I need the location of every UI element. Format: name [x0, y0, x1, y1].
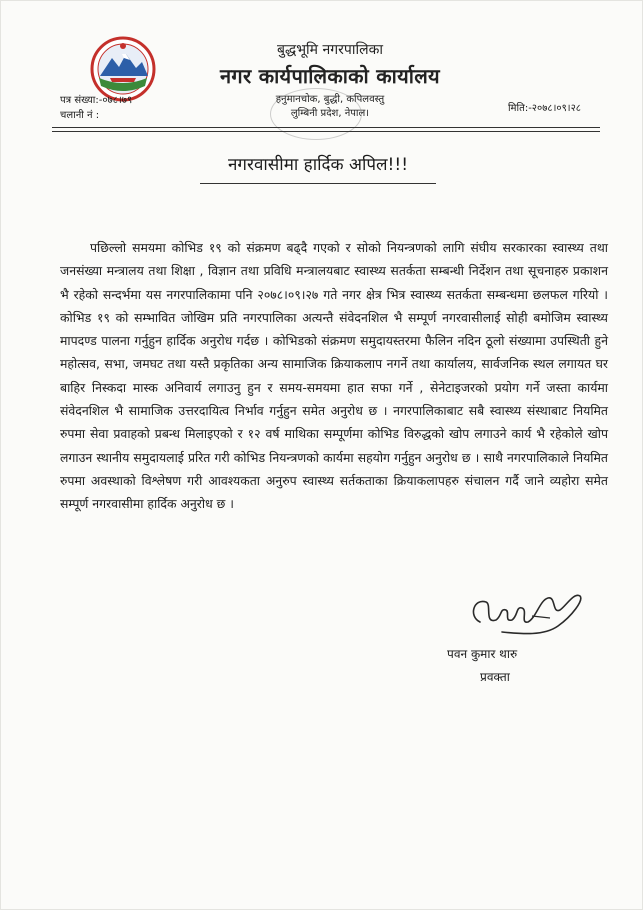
header-divider-thin	[52, 131, 600, 132]
header-divider	[52, 127, 600, 128]
heading-underline	[200, 183, 436, 184]
reference-number: पत्र संख्या:-०७८।७९	[60, 95, 133, 106]
signer-title: प्रवक्ता	[480, 670, 510, 684]
office-name: नगर कार्यपालिकाको कार्यालय	[220, 64, 440, 88]
handwritten-signature-icon	[462, 586, 592, 642]
municipality-name: बुद्धभूमि नगरपालिका	[277, 42, 383, 58]
dispatch-number: चलानी नं :	[60, 110, 100, 121]
letter-body: पछिल्लो समयमा कोभिड १९ को संक्रमण बढ्दै गएको र सोको नियन्त्रणको लागि संघीय सरकारका स्वास्थ्य तथा जनसंख्या मन्त्रालय तथा शिक्षा , विज्ञान तथा प्रविधि मन्त्रालयबाट स्वास्थ्य सतर्कता सम्बन्धी निर्देशन तथा सूचनाहरु प्रकाशन भै रहेको सन्दर्भमा यस नगरपालिकामा पनि २०७८।०९।२७ गते नगर क्षेत्र भित्र स्वास्थ्य सतर्कता सम्बन्धमा छलफल गरियो । कोभिड १९ को सम्भावित जोखिम प्रति नगरपालिका अत्यन्तै संवेदनशिल भै सम्पूर्ण नगरवासीलाई सोही बमोजिम स्वास्थ्य मापदण्ड पालना गर्नुहुन हार्दिक अनुरोध गर्दछ । कोभिडको संक्रमण समुदायस्तरमा फैलिन नदिन ठूलो संख्यामा उपस्थिती हुने महोत्सव, सभा, जमघट तथा यस्तै प्रकृतिका अन्य सामाजिक क्रियाकलाप नगर्ने तथा कार्यालय, सार्वजनिक स्थल लगायत घर बाहिर निस्कदा मास्क अनिवार्य लगाउनु हुन र समय-समयमा हात सफा गर्ने , सेनेटाइजरको प्रयोग गर्ने जस्ता कार्यमा संवेदनशिल भै सामाजिक उत्तरदायित्व निर्भाव गर्नुहुन समेत अनुरोध छ । नगरपालिकाबाट सबै स्वास्थ्य संस्थाबाट नियमित रुपमा सेवा प्रवाहको प्रबन्ध मिलाइएको र १२ वर्ष माथिका सम्पूर्णमा कोभिड विरुद्धको खोप लगाउने कार्य भै रहेकोले खोप लगाउन स्थानीय समुदायलाई प्ररित गरी कोभिड नियन्त्रणको कार्यमा सहयोग गर्नुहुन अनुरोध छ । साथै नगरपालिकाले नियमित रुपमा अवस्थाको विश्लेषण गरी आवश्यकता अनुरुप स्वास्थ्य सर्तकताका क्रियाकलापहरु संचालन गर्दै जाने व्यहोरा समेत सम्पूर्ण नगरवासीमा हार्दिक अनुरोध छ ।	[60, 240, 608, 512]
letter-date: मिति:-२०७८।०९।२८	[507, 103, 581, 114]
address-line-1: हनुमानचोक, बुद्धी, कपिलवस्तु	[275, 94, 385, 105]
signer-name: पवन कुमार थारु	[447, 647, 518, 661]
office-seal-stamp	[270, 88, 362, 140]
address-line-2: लुम्बिनी प्रदेश, नेपाल।	[290, 108, 370, 119]
letter-heading: नगरवासीमा हार्दिक अपिल!!!	[227, 155, 409, 175]
